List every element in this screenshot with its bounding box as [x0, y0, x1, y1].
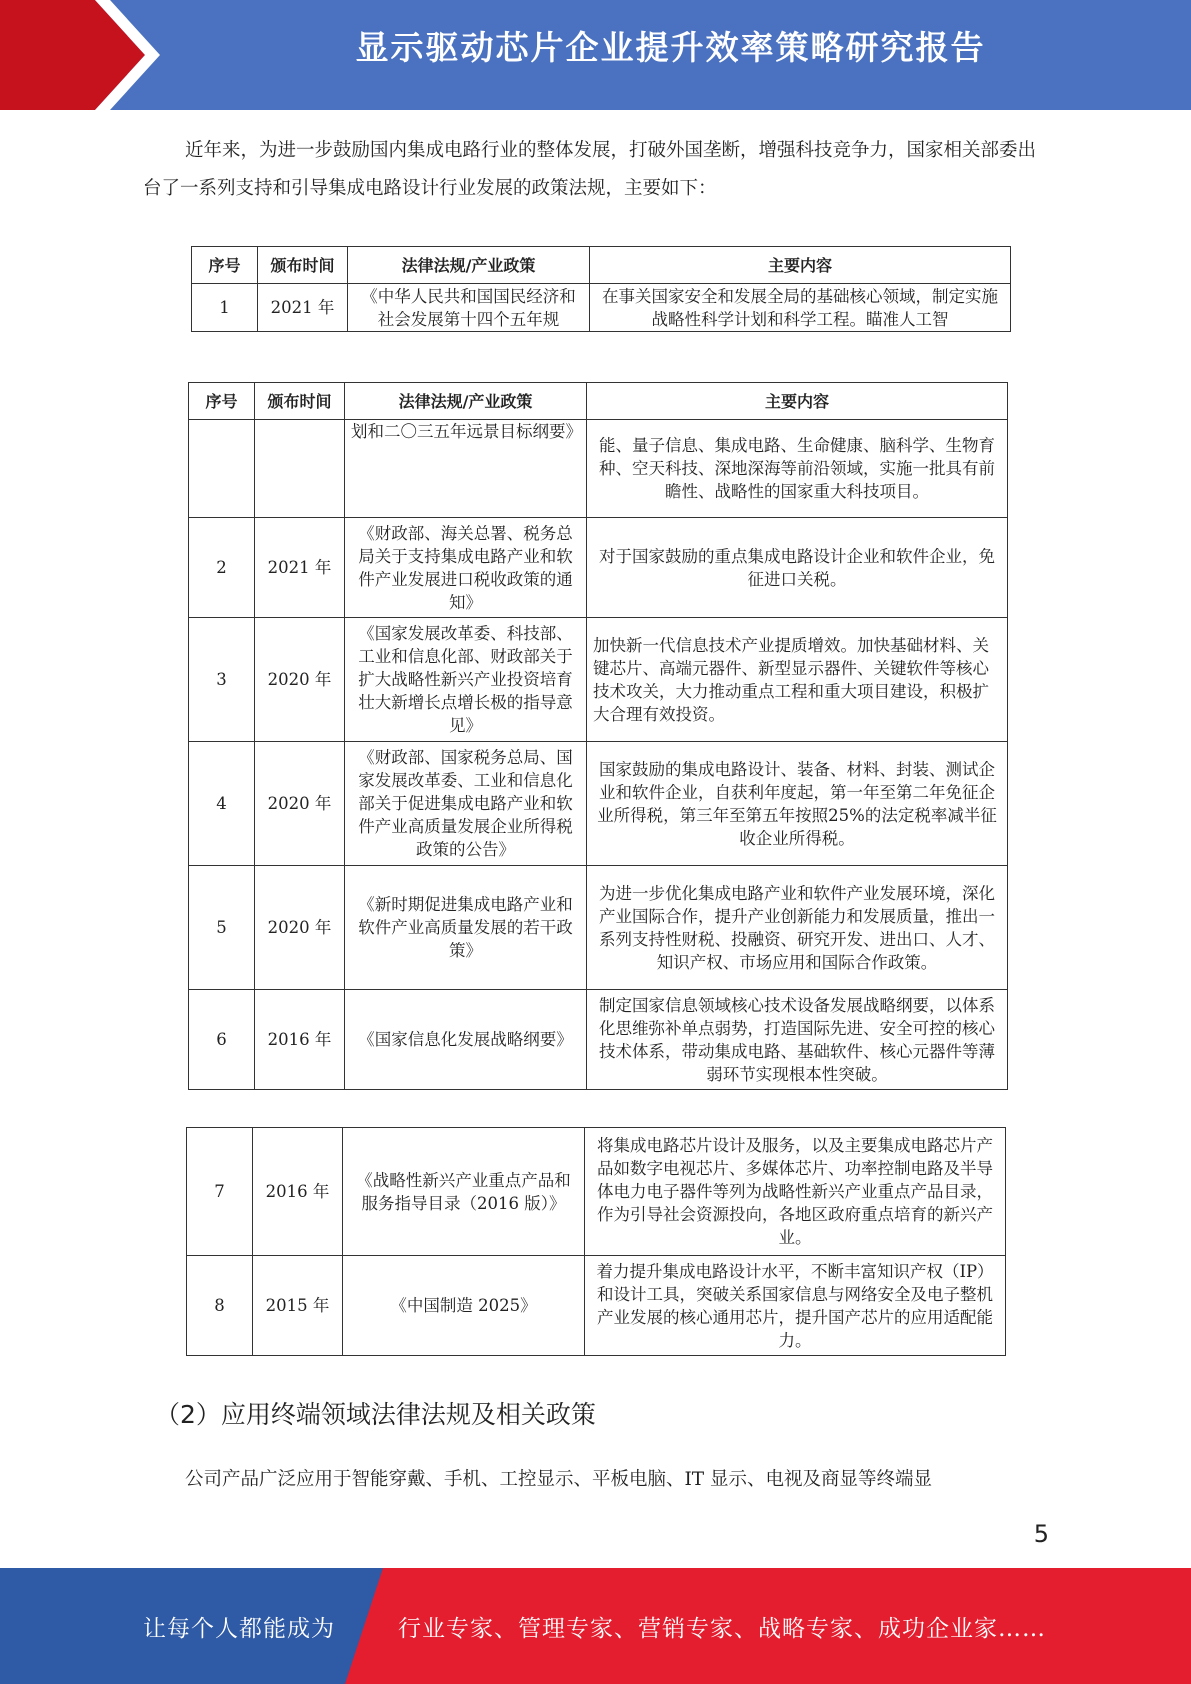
cell-no: 1 [192, 284, 258, 332]
cell-date: 2021 年 [255, 518, 345, 618]
cell-no: 8 [187, 1256, 253, 1356]
cell-date: 2015 年 [253, 1256, 343, 1356]
table-row [189, 990, 1008, 1090]
table-header-row [192, 247, 1011, 284]
header-policy: 法律法规/产业政策 [345, 383, 587, 420]
cell-policy: 划和二〇三五年远景目标纲要》 [345, 420, 587, 518]
cell-content-text: 在事关国家安全和发展全局的基础核心领域，制定实施战略性科学计划和科学工程。瞄准人工智 [602, 286, 998, 329]
table-row [189, 618, 1008, 742]
policy-table-3 [186, 1127, 1006, 1356]
cell-no: 6 [189, 990, 255, 1090]
table-row [192, 284, 1011, 332]
cell-no [189, 420, 255, 518]
cell-content: 为进一步优化集成电路产业和软件产业发展环境，深化产业国际合作，提升产业创新能力和发展质量，推出一系列支持性财税、投融资、研究开发、进出口、人才、知识产权、市场应用和国际合作政策。 [587, 866, 1008, 990]
cell-date: 2021 年 [258, 284, 348, 332]
cell-policy: 《国家信息化发展战略纲要》 [345, 990, 587, 1090]
table-row [189, 420, 1008, 518]
cell-content: 加快新一代信息技术产业提质增效。加快基础材料、关键芯片、高端元器件、新型显示器件、关键软件等核心技术攻关，大力推动重点工程和重大项目建设，积极扩大合理有效投资。 [587, 618, 1008, 742]
header-no: 序号 [192, 247, 258, 284]
cell-date [255, 420, 345, 518]
cell-policy: 《战略性新兴产业重点产品和服务指导目录（2016 版）》 [343, 1128, 585, 1256]
cell-no: 5 [189, 866, 255, 990]
cell-date: 2020 年 [255, 742, 345, 866]
cell-policy: 《财政部、海关总署、税务总局关于支持集成电路产业和软件产业发展进口税收政策的通知》 [345, 518, 587, 618]
cell-policy: 《中国制造 2025》 [343, 1256, 585, 1356]
cell-policy: 《财政部、国家税务总局、国家发展改革委、工业和信息化部关于促进集成电路产业和软件产业高质量发展企业所得税政策的公告》 [345, 742, 587, 866]
table-row [187, 1256, 1006, 1356]
header-content: 主要内容 [590, 247, 1011, 284]
cell-content: 国家鼓励的集成电路设计、装备、材料、封装、测试企业和软件企业，自获利年度起，第一年至第二年免征企业所得税，第三年至第五年按照25%的法定税率减半征收企业所得税。 [587, 742, 1008, 866]
header-no: 序号 [189, 383, 255, 420]
intro-paragraph: 近年来，为进一步鼓励国内集成电路行业的整体发展，打破外国垄断，增强科技竞争力，国家相关部委出台了一系列支持和引导集成电路设计行业发展的政策法规，主要如下： [143, 140, 1037, 199]
header-banner [0, 0, 1191, 110]
footer-slogan-left: 让每个人都能成为 [143, 1616, 335, 1642]
cell-policy: 《新时期促进集成电路产业和软件产业高质量发展的若干政策》 [345, 866, 587, 990]
policy-table-2 [188, 382, 1008, 1090]
cell-content: 制定国家信息领域核心技术设备发展战略纲要，以体系化思维弥补单点弱势，打造国际先进、安全可控的核心技术体系，带动集成电路、基础软件、核心元器件等薄弱环节实现根本性突破。 [587, 990, 1008, 1090]
table-row [189, 518, 1008, 618]
cell-policy-text: 《中华人民共和国国民经济和社会发展第十四个五年规 [361, 286, 576, 329]
cell-policy [348, 284, 590, 332]
cell-content [590, 284, 1011, 332]
cell-date: 2016 年 [255, 990, 345, 1090]
cell-content: 能、量子信息、集成电路、生命健康、脑科学、生物育种、空天科技、深地深海等前沿领域，实施一批具有前瞻性、战略性的国家重大科技项目。 [587, 420, 1008, 518]
header-date: 颁布时间 [255, 383, 345, 420]
header-date: 颁布时间 [258, 247, 348, 284]
section-heading: （2）应用终端领域法律法规及相关政策 [155, 1400, 596, 1429]
cell-no: 3 [189, 618, 255, 742]
table-row [189, 742, 1008, 866]
cell-content: 将集成电路芯片设计及服务，以及主要集成电路芯片产品如数字电视芯片、多媒体芯片、功率控制电路及半导体电力电子器件等列为战略性新兴产业重点产品目录，作为引导社会资源投向，各地区政府重点培育的新兴产业。 [585, 1128, 1006, 1256]
body-paragraph: 公司产品广泛应用于智能穿戴、手机、工控显示、平板电脑、IT 显示、电视及商显等终端显 [185, 1469, 933, 1490]
policy-table-1 [191, 246, 1011, 332]
cell-content: 对于国家鼓励的重点集成电路设计企业和软件企业，免征进口关税。 [587, 518, 1008, 618]
header-content: 主要内容 [587, 383, 1008, 420]
page-title: 显示驱动芯片企业提升效率策略研究报告 [355, 28, 986, 67]
cell-no: 7 [187, 1128, 253, 1256]
table-row [187, 1128, 1006, 1256]
cell-no: 2 [189, 518, 255, 618]
cell-content: 着力提升集成电路设计水平，不断丰富知识产权（IP）和设计工具，突破关系国家信息与网络安全及电子整机产业发展的核心通用芯片，提升国产芯片的应用适配能力。 [585, 1256, 1006, 1356]
header-policy: 法律法规/产业政策 [348, 247, 590, 284]
cell-date: 2016 年 [253, 1128, 343, 1256]
footer-slogan-right: 行业专家、管理专家、营销专家、战略专家、成功企业家…… [398, 1616, 1046, 1642]
cell-date: 2020 年 [255, 618, 345, 742]
cell-date: 2020 年 [255, 866, 345, 990]
page-number: 5 [1033, 1520, 1049, 1548]
table-row [189, 866, 1008, 990]
cell-policy: 《国家发展改革委、科技部、工业和信息化部、财政部关于扩大战略性新兴产业投资培育壮大新增长点增长极的指导意见》 [345, 618, 587, 742]
cell-no: 4 [189, 742, 255, 866]
footer-banner [0, 1568, 1191, 1684]
table-header-row [189, 383, 1008, 420]
